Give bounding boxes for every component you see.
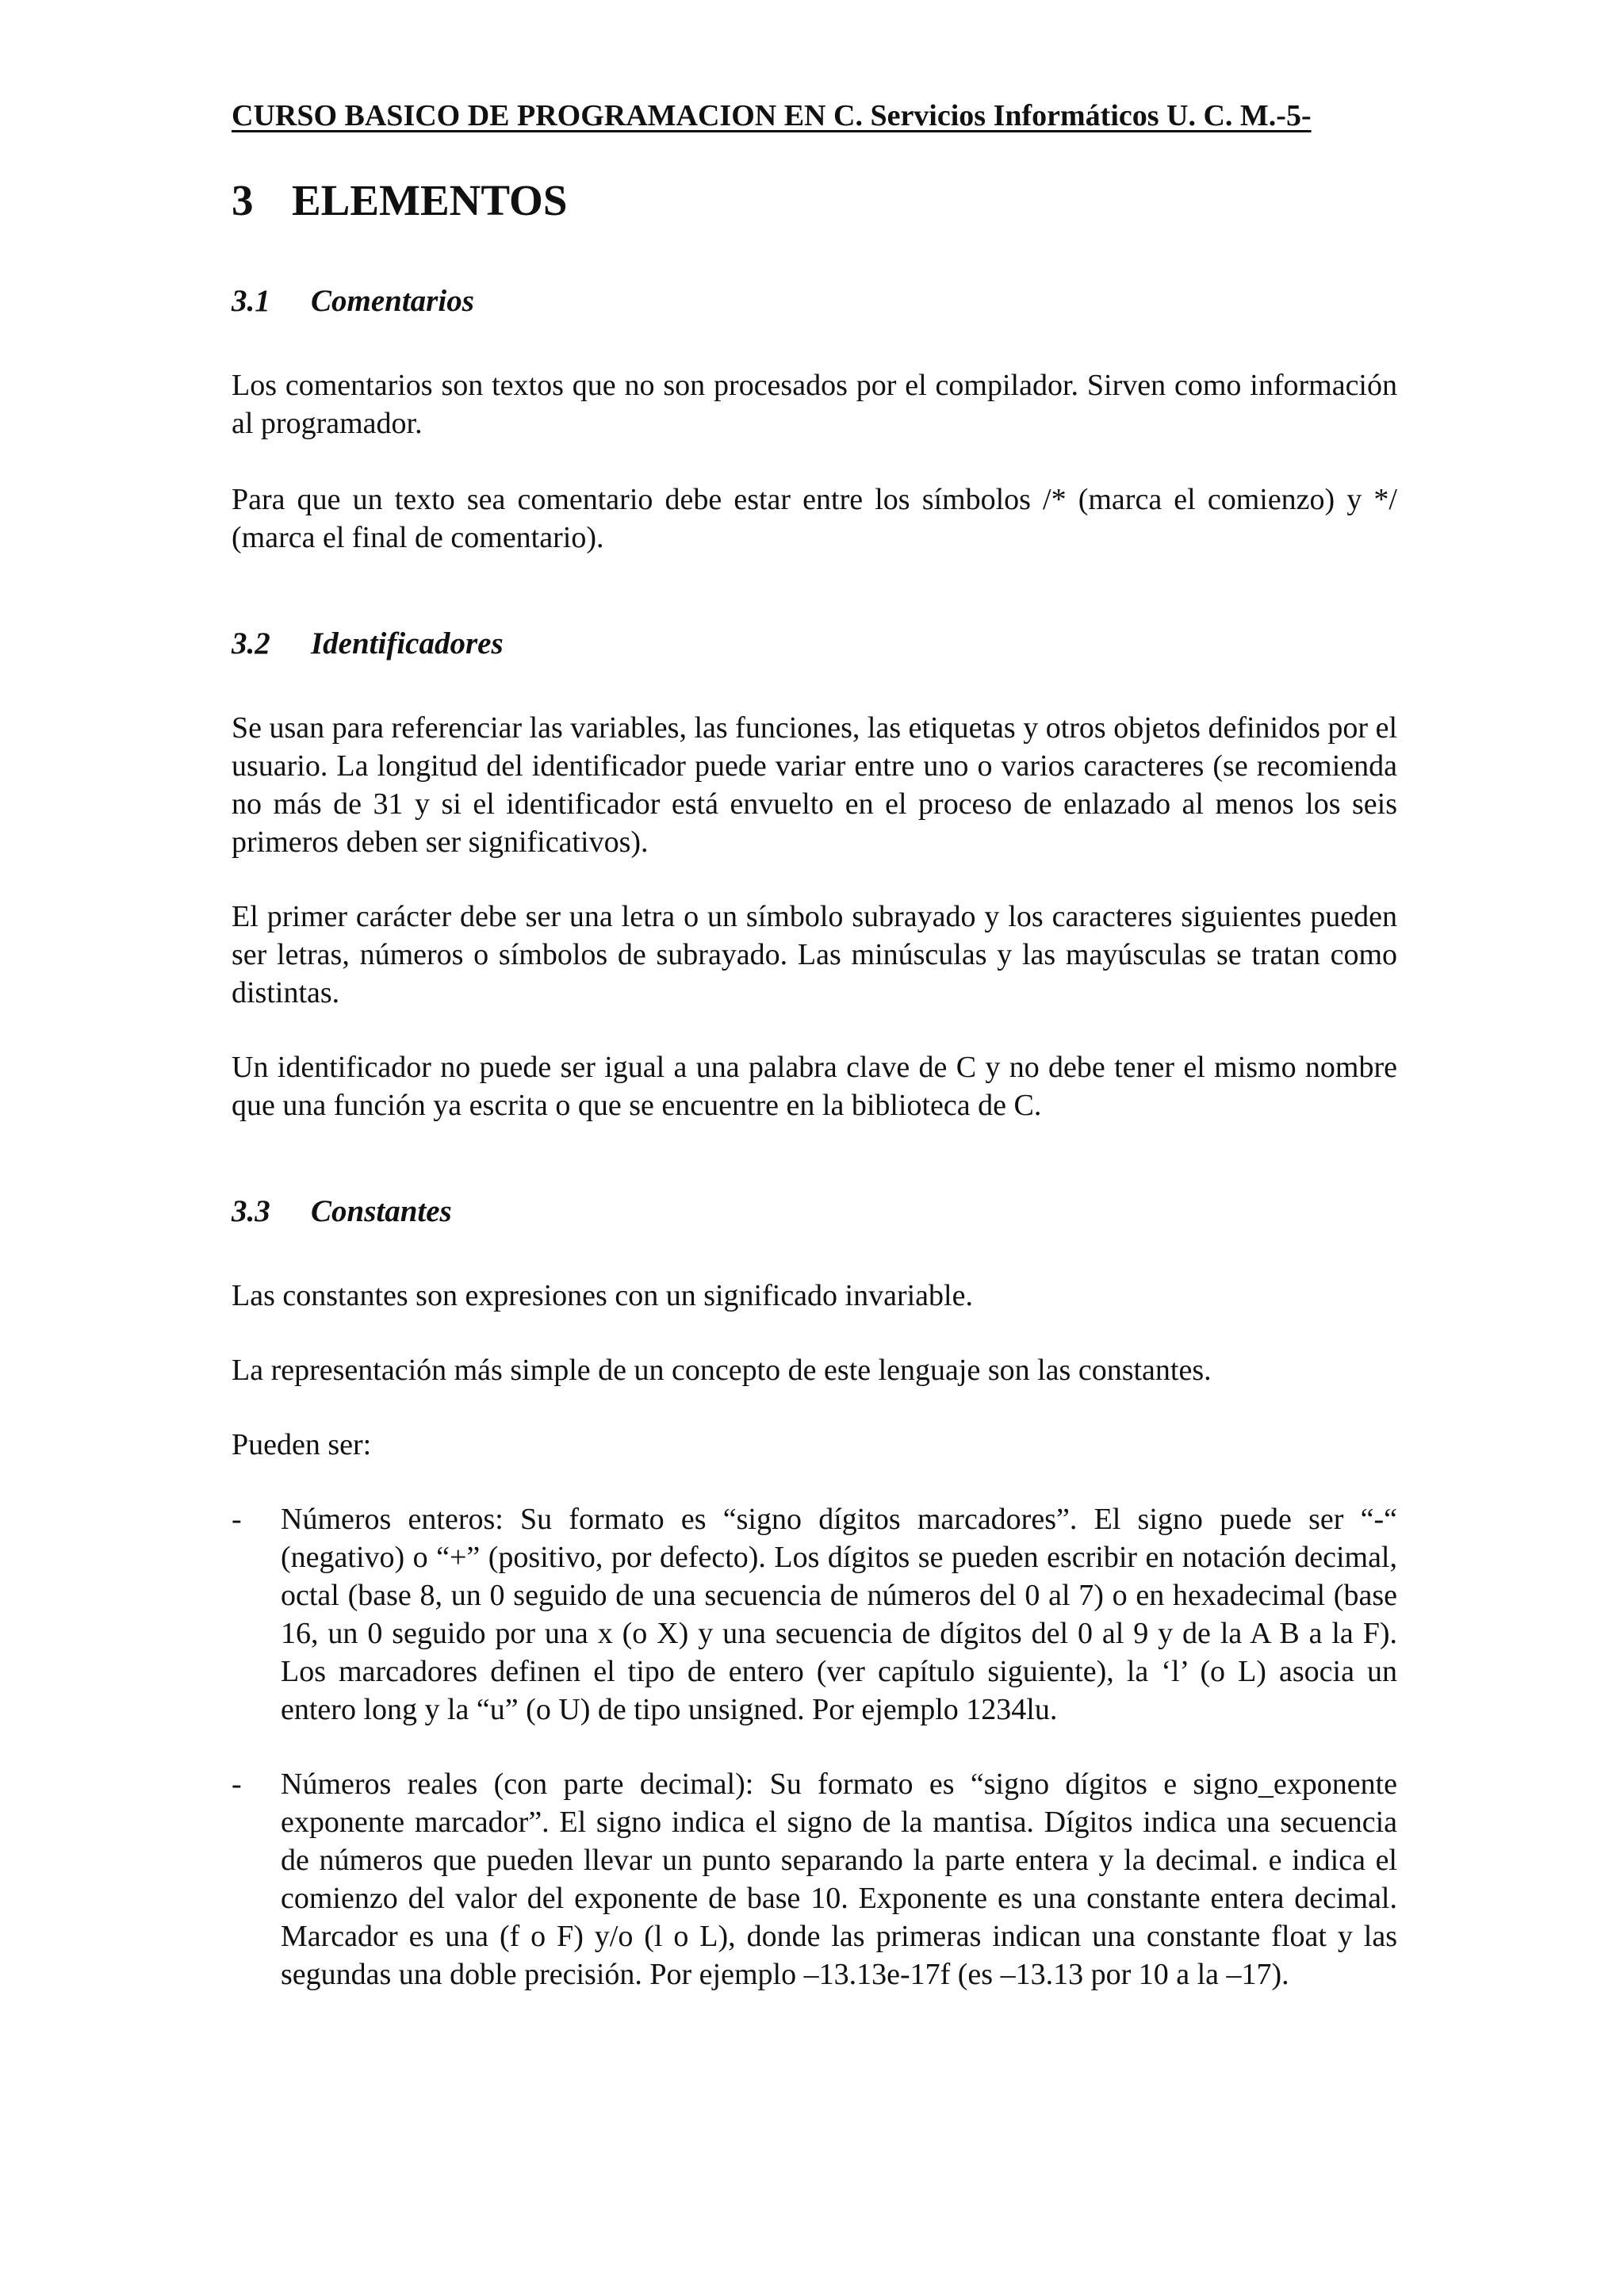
list-item	[232, 1765, 1397, 1993]
list-item	[232, 1500, 1397, 1729]
paragraph: Los comentarios son textos que no son procesados por el compilador. Sirven como información al programador.	[232, 369, 1397, 440]
section-title-text: Comentarios	[311, 284, 474, 318]
section-title-identificadores	[232, 625, 1397, 663]
section-title-comentarios	[232, 282, 1397, 320]
chapter-title-text: ELEMENTOS	[292, 176, 568, 224]
chapter-number: 3	[232, 176, 254, 224]
list-item-text: Números enteros: Su formato es “signo dígitos marcadores”. El signo puede ser “-“ (negativo) o “+” (positivo, por defecto). Los dígitos se pueden escribir en notación decimal, octal (base 8, un 0 seguido de una secuencia de números del 0 al 7) o en hexadecimal (base 16, un 0 seguido por una x (o X) y una secuencia de dígitos del 0 al 9 y de la A B a la F). Los marcadores definen el tipo de entero (ver capítulo siguiente), la ‘l’ (o L) asocia un entero long y la “u” (o U) de tipo unsigned. Por ejemplo 1234lu.	[281, 1503, 1397, 1726]
page-content	[232, 97, 1397, 1993]
paragraph: Un identificador no puede ser igual a una palabra clave de C y no debe tener el mismo nombre que una función ya escrita o que se encuentre en la biblioteca de C.	[232, 1051, 1397, 1122]
paragraph: El primer carácter debe ser una letra o un símbolo subrayado y los caracteres siguientes pueden ser letras, números o símbolos de subrayado. Las minúsculas y las mayúsculas se tratan como distintas.	[232, 900, 1397, 1009]
section-number: 3.1	[232, 284, 270, 318]
section-title-constantes	[232, 1193, 1397, 1231]
chapter-title	[232, 174, 1397, 227]
section-number: 3.2	[232, 626, 270, 661]
list-item-text: Números reales (con parte decimal): Su formato es “signo dígitos e signo_exponente exponente marcador”. El signo indica el signo de la mantisa. Dígitos indica una secuencia de números que pueden llevar un punto separando la parte entera y la decimal. e indica el comienzo del valor del exponente de base 10. Exponente es una constante entera decimal. Marcador es una (f o F) y/o (l o L), donde las primeras indican una constante float y las segundas una doble precisión. Por ejemplo –13.13e-17f (es –13.13 por 10 a la –17).	[281, 1767, 1397, 1991]
section-title-text: Constantes	[311, 1194, 452, 1228]
paragraph: Pueden ser:	[232, 1428, 372, 1461]
paragraph: Para que un texto sea comentario debe estar entre los símbolos /* (marca el comienzo) y */ (marca el final de comentario).	[232, 483, 1397, 554]
running-header: CURSO BASICO DE PROGRAMACION EN C. Servicios Informáticos U. C. M.-5-	[232, 99, 1312, 132]
list-bullet: -	[232, 1767, 242, 1801]
paragraph: La representación más simple de un concepto de este lenguaje son las constantes.	[232, 1354, 1212, 1387]
paragraph: Las constantes son expresiones con un significado invariable.	[232, 1279, 973, 1312]
section-title-text: Identificadores	[311, 626, 504, 661]
section-number: 3.3	[232, 1194, 270, 1228]
paragraph: Se usan para referenciar las variables, las funciones, las etiquetas y otros objetos definidos por el usuario. La longitud del identificador puede variar entre uno o varios caracteres (se recomienda no más de 31 y si el identificador está envuelto en el proceso de enlazado al menos los seis primeros deben ser significativos).	[232, 711, 1397, 859]
list-bullet: -	[232, 1503, 242, 1536]
